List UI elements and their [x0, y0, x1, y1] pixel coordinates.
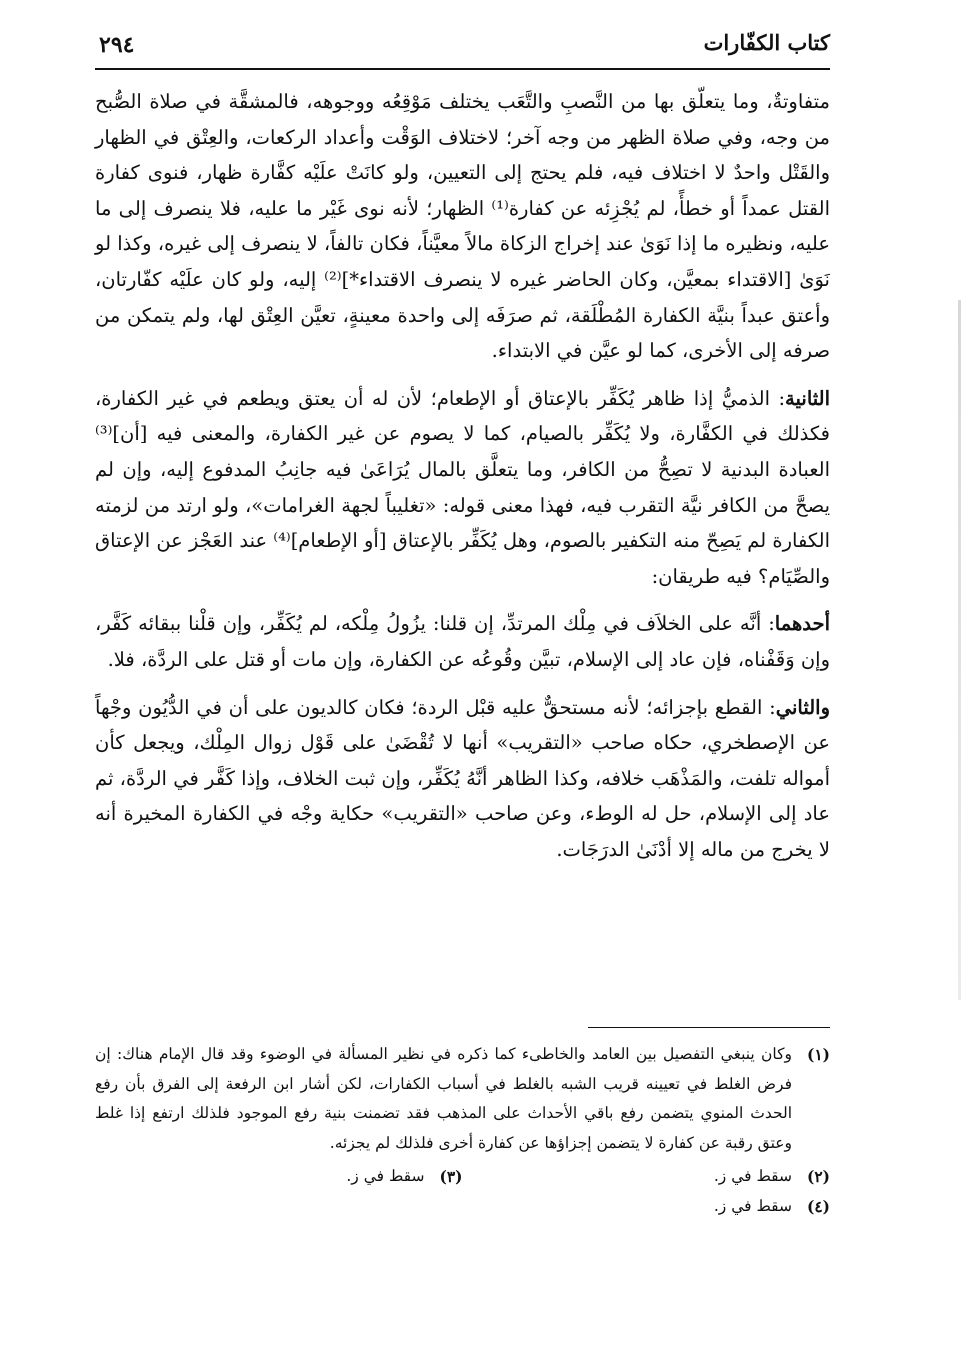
- footnote-2: [463, 1162, 831, 1192]
- page-number: ٢٩٤: [99, 32, 135, 58]
- footnote-1-text: وكان ينبغي التفصيل بين العامد والخاطىء كما ذكره في نظير المسألة في الوضوء وقد قال الإمام هناك: إن فرض الغلط في تعيينه قريب الشبه بالغلط في أسباب الكفارات، لكن أشار ابن الرفعة إلى الفرق بأن رفع الحدث المنوي يتضمن رفع باقي الأحداث على المذهب فقد تضمنت بنية رفع الموجود فلذلك ارتفع إذا غلط وعتق رقبة عن كفارة لا يتضمن إجزاؤها عن كفارة أخرى فلذلك لم يجزئه.: [95, 1045, 792, 1152]
- footnote-row-2-3: [95, 1162, 830, 1192]
- footnote-2-number: (٢): [806, 1167, 830, 1186]
- paragraph-2-text: : الذميُّ إذا ظاهر يُكَفِّر بالإعتاق أو الإطعام؛ لأن له أن يعتق ويطعم في غير الكفارة، فكذلك في الكفَّارة، ولا يُكَفِّر بالصيام، كما لا يصوم عن غير الكفارة، والمعنى فيه [أن]⁽³⁾ العبادة البدنية لا تصِحُّ من الكافر، وما يتعلَّق بالمال يُرَاعَىٰ فيه جانِبُ المدفوع إليه، وإن لم يصحَّ من الكافر نيَّة التقرب فيه، فهذا معنى قوله: «تغليباً لجهة الغرامات»، ولو ارتد من لزمته الكفارة لم يَصِحّ منه التكفير بالصوم، وهل يُكَفِّر بالإعتاق [أو الإطعام]⁽⁴⁾ عند العَجْز عن الإعتاق والصِّيَام؟ فيه طريقان:: [95, 386, 830, 588]
- scan-edge-shadow: [958, 300, 961, 1000]
- footnote-4-number: (٤): [806, 1196, 830, 1216]
- header-rule: [95, 68, 830, 70]
- paragraph-3: [95, 606, 830, 677]
- paragraph-1-text: متفاوتةٌ، وما يتعلّق بها من النَّصبِ والتَّعَب يختلف مَوْقِعُه ووجوهه، فالمشقَّة في صلاة الصُّبح من وجه، وفي صلاة الظهر من وجه آخر؛ لاختلاف الوَقْت وأعداد الركعات، والعِتْق في الظهار والقَتْل واحدٌ لا اختلاف فيه، فلم يحتج إلى التعيين، ولو كانَتْ علَيْه كفَّارة ظهار، فنوى كفارة القتل عمداً أو خطأً، لم يُجْزِئه عن كفارة⁽¹⁾ الظهار؛ لأنه نوى غَيْر ما عليه، فلا ينصرف إلى ما عليه، ونظيره ما إذا نَوَىٰ عند إخراج الزكاة مالاً معيَّناً، فكان تالفاً، لا ينصرف إلى غيره، وكذا لو نَوَىٰ [الاقتداء بمعيَّن، وكان الحاضر غيره لا ينصرف الاقتداء*]⁽²⁾ إليه، ولو كان علَيْه كفّارتان، وأعتق عبداً بنيَّة الكفارة المُطْلَقة، ثم صرَفَه إلى واحدة معينةٍ، تعيَّن العِتْق لها، ولم يتمكن من صرفه إلى الأخرى، كما لو عيَّن في الابتداء.: [95, 90, 831, 363]
- footnote-2-text: سقط في ز.: [713, 1167, 792, 1185]
- paragraph-2-lead: الثانية: [785, 386, 830, 410]
- footnote-4-text: سقط في ز.: [713, 1196, 792, 1215]
- paragraph-4-text: : القطع بإجزائه؛ لأنه مستحقٌّ عليه قبْل الردة؛ فكان كالديون على أن في الدُّيُون وجْهاً عن الإصطخري، حكاه صاحب «التقريب» أنها لا تُقْضَىٰ على قَوْل زوال المِلْك، ويجعل كأن أمواله تلفت، والمَذْهَب خلافه، وكذا الظاهر أنَّهُ يُكَفِّر، وإن ثبت الخلاف، وإذا كَفَّر في الردَّة، ثم عاد إلى الإسلام، حل له الوطء، وعن صاحب «التقريب» حكاية وجْه في الكفارة المخيرة أنه لا يخرج من ماله إلا أدْنَىٰ الدرَجَات.: [95, 695, 830, 861]
- paragraph-1: [95, 84, 830, 369]
- footnote-4: [95, 1192, 830, 1222]
- footnotes: [95, 1040, 830, 1221]
- page-header: [95, 28, 830, 68]
- paragraph-3-lead: أحدهما: [774, 612, 830, 636]
- paragraph-2: [95, 381, 830, 595]
- footnote-3-number: (٣): [439, 1167, 463, 1186]
- paragraph-4-lead: والثاني: [775, 695, 830, 719]
- footnote-3-text: سقط في ز.: [346, 1167, 425, 1185]
- footnote-1-number: (١): [806, 1045, 830, 1064]
- paragraph-3-text: : أنَّه على الخلاَف في مِلْك المرتدِّ، إن قلنا: يزُولُ مِلْكه، لم يُكَفِّر، وإن قلْنا ببقائه كَفَّر، وإن وَقَفْناه، فإن عاد إلى الإسلام، تبيَّن وقُوعُه عن الكفارة، وإن مات أو قتل على الردَّة، فلا.: [95, 612, 830, 671]
- main-text: [95, 84, 830, 879]
- footnote-1: [95, 1040, 830, 1158]
- footnote-3: [95, 1162, 463, 1192]
- paragraph-4: [95, 690, 830, 868]
- running-title: كتاب الكفّارات: [703, 30, 830, 55]
- footnote-rule: [588, 1027, 830, 1028]
